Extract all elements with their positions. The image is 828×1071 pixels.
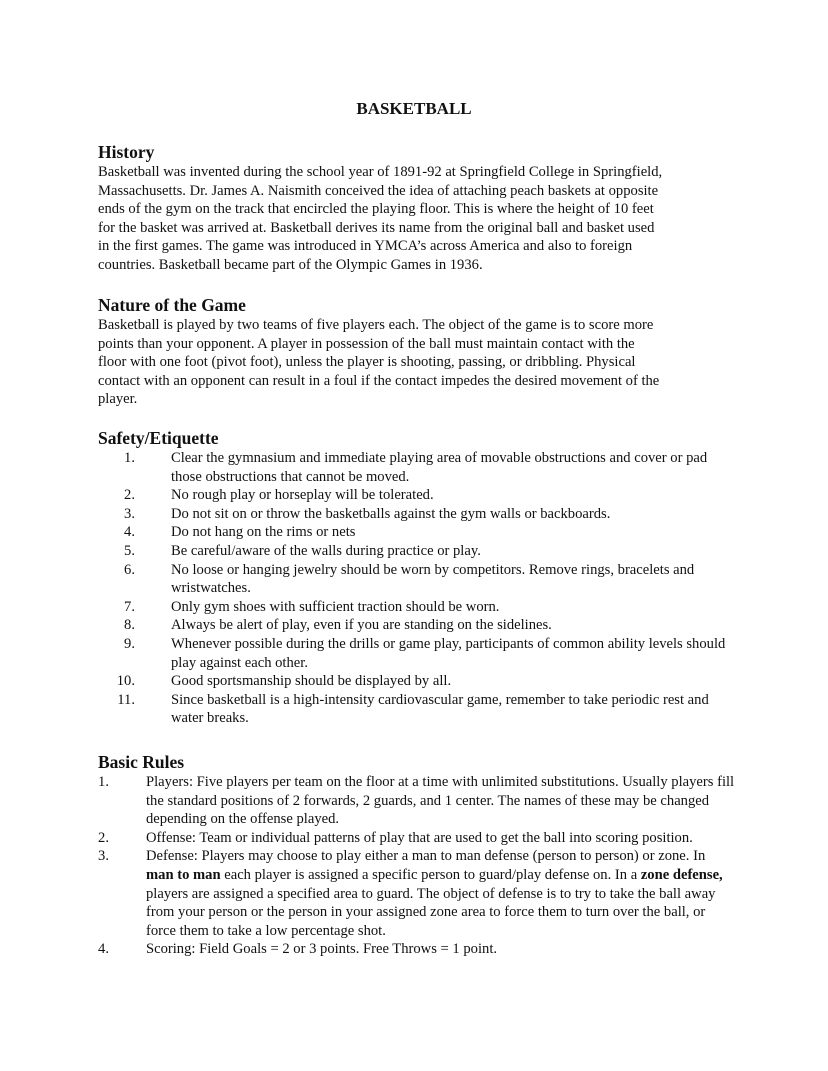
rules-heading: Basic Rules bbox=[98, 752, 185, 772]
list-item bbox=[98, 561, 738, 598]
history-line: in the first games. The game was introduced in YMCA’s across America and also to foreign bbox=[98, 238, 633, 255]
nature-line: Basketball is played by two teams of five players each. The object of the game is to score more bbox=[98, 317, 654, 333]
section-history bbox=[98, 142, 738, 275]
list-item bbox=[98, 486, 738, 505]
list-number: 1. bbox=[98, 774, 109, 790]
document-title: BASKETBALL bbox=[356, 99, 472, 118]
nature-heading: Nature of the Game bbox=[98, 295, 246, 315]
list-text: Always be alert of play, even if you are standing on the sidelines. bbox=[171, 617, 552, 634]
text-run: each player is assigned a specific person to guard/play defense on. In a bbox=[220, 866, 641, 883]
list-text: Whenever possible during the drills or game play, participants of common ability levels should play against each other. bbox=[171, 635, 726, 671]
list-text: Only gym shoes with sufficient traction should be worn. bbox=[171, 598, 500, 615]
list-text: Clear the gymnasium and immediate playing area of movable obstructions and cover or pad those obstructions that cannot be moved. bbox=[171, 450, 708, 485]
list-text: Do not sit on or throw the basketballs against the gym walls or backboards. bbox=[171, 505, 611, 522]
list-item bbox=[98, 523, 738, 542]
list-item bbox=[98, 616, 738, 635]
list-item bbox=[98, 691, 738, 728]
list-number: 4. bbox=[98, 941, 109, 958]
text-run: Players: Five players per team on the floor at a time with unlimited substitutions. Usually players fill the standard positions of 2 forwards, 2 guards, and 1 center. The names of these may be changed depending on the offense played. bbox=[146, 774, 735, 828]
list-text: No rough play or horseplay will be tolerated. bbox=[171, 487, 434, 504]
history-line: Massachusetts. Dr. James A. Naismith conceived the idea of attaching peach baskets at opposite bbox=[98, 182, 659, 199]
list-number: 5. bbox=[124, 542, 135, 559]
list-item bbox=[98, 672, 738, 691]
text-run: players are assigned a specified area to guard. The object of defense is to try to take the ball away from your person or the person in your assigned zone area to force them to turn over the ball, or force them to take a low percentage shot. bbox=[146, 885, 716, 939]
nature-line: player. bbox=[98, 391, 138, 408]
list-text: Do not hang on the rims or nets bbox=[171, 524, 356, 541]
list-text: Be careful/aware of the walls during practice or play. bbox=[171, 542, 481, 559]
list-number: 1. bbox=[124, 450, 135, 466]
list-text bbox=[146, 829, 736, 848]
list-text: Since basketball is a high-intensity cardiovascular game, remember to take periodic rest and water breaks. bbox=[171, 691, 709, 727]
bold-term: man to man bbox=[146, 866, 221, 883]
text-run: Offense: Team or individual patterns of play that are used to get the ball into scoring position. bbox=[146, 829, 693, 846]
list-number: 7. bbox=[124, 598, 135, 615]
nature-paragraph bbox=[98, 316, 738, 409]
list-number: 8. bbox=[124, 617, 135, 634]
nature-line: points than your opponent. A player in possession of the ball must maintain contact with the bbox=[98, 335, 635, 352]
section-safety-etiquette bbox=[98, 428, 738, 728]
history-line: Basketball was invented during the school year of 1891-92 at Springfield College in Springfield, bbox=[98, 164, 663, 180]
list-number: 3. bbox=[98, 848, 109, 865]
list-item bbox=[98, 505, 738, 524]
list-item bbox=[98, 598, 738, 617]
list-number: 2. bbox=[98, 829, 109, 846]
list-item bbox=[98, 635, 738, 672]
text-run: Defense: Players may choose to play either a man to man defense (person to person) or zone. In bbox=[146, 848, 706, 865]
rules-list bbox=[98, 773, 738, 959]
list-number: 11. bbox=[117, 691, 135, 708]
history-line: ends of the gym on the track that encircled the playing floor. This is where the height of 10 feet bbox=[98, 201, 654, 218]
safety-heading: Safety/Etiquette bbox=[98, 428, 219, 448]
section-basic-rules bbox=[98, 752, 738, 959]
list-item bbox=[98, 542, 738, 561]
history-line: countries. Basketball became part of the Olympic Games in 1936. bbox=[98, 256, 483, 273]
list-text bbox=[146, 773, 736, 829]
history-line: for the basket was arrived at. Basketball derives its name from the original ball and basket used bbox=[98, 219, 655, 236]
list-text: Good sportsmanship should be displayed by all. bbox=[171, 673, 452, 690]
list-number: 4. bbox=[124, 524, 135, 541]
list-item bbox=[98, 847, 738, 940]
list-number: 10. bbox=[116, 673, 135, 690]
bold-term: zone defense, bbox=[640, 866, 723, 883]
list-number: 2. bbox=[124, 487, 135, 504]
list-text bbox=[146, 940, 736, 959]
list-text bbox=[146, 847, 736, 940]
text-run: Scoring: Field Goals = 2 or 3 points. Free Throws = 1 point. bbox=[146, 941, 498, 958]
safety-list bbox=[98, 449, 738, 728]
history-heading: History bbox=[98, 142, 155, 162]
section-nature-of-the-game bbox=[98, 295, 738, 409]
list-number: 9. bbox=[124, 635, 135, 652]
list-text: No loose or hanging jewelry should be worn by competitors. Remove rings, bracelets and wristwatches. bbox=[171, 561, 695, 597]
list-item bbox=[98, 940, 738, 959]
list-item bbox=[98, 449, 738, 486]
list-item bbox=[98, 829, 738, 848]
history-paragraph bbox=[98, 163, 738, 275]
nature-line: floor with one foot (pivot foot), unless the player is shooting, passing, or dribbling. Physical bbox=[98, 354, 636, 371]
list-number: 3. bbox=[124, 505, 135, 522]
list-item bbox=[98, 773, 738, 829]
list-number: 6. bbox=[124, 561, 135, 578]
nature-line: contact with an opponent can result in a foul if the contact impedes the desired movement of the bbox=[98, 372, 660, 389]
